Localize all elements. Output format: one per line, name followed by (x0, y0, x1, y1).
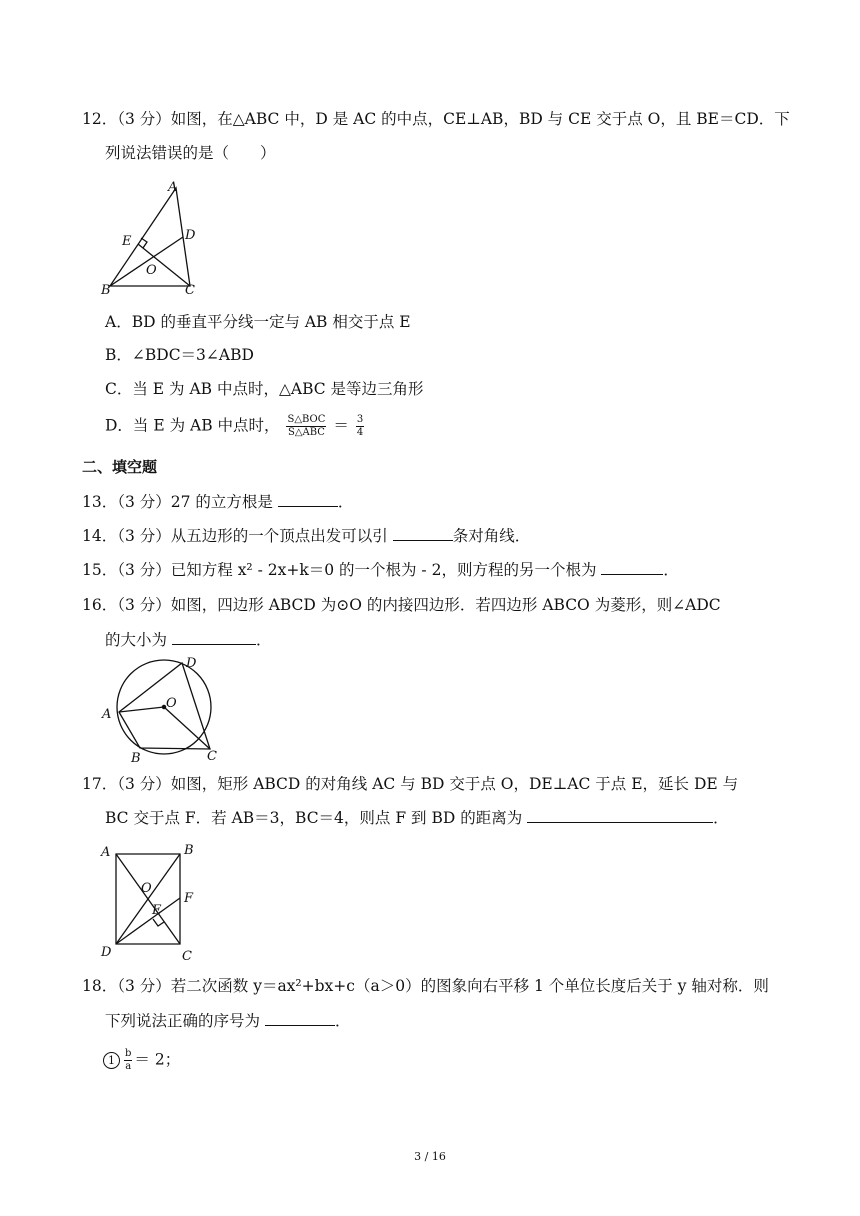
q12-label-B: B (101, 283, 111, 298)
q14-end: 条对角线． (452, 527, 531, 545)
section-heading-fill-in: 二、填空题 (82, 458, 158, 476)
q12-option-d-val-num: 3 (356, 414, 364, 425)
q18-item-1-fraction (124, 1048, 132, 1073)
q15 (82, 559, 679, 581)
q13 (82, 491, 353, 513)
q17-answer-blank[interactable] (527, 807, 713, 823)
q18-stem-line1: 18．（3 分）若二次函数 y＝ax²+bx+c（a＞0）的图象向右平移 1 个单位长度后关于 y 轴对称．则 (82, 977, 769, 995)
q17-stem-line1: 17．（3 分）如图，矩形 ABCD 的对角线 AC 与 BD 交于点 O，DE⊥AC 于点 E，延长 DE 与 (82, 775, 739, 793)
q15-end: ． (663, 561, 679, 579)
q13-answer-blank[interactable] (278, 491, 338, 507)
q12-option-d-val-den: 4 (356, 427, 364, 438)
q18-item-1-den: a (125, 1061, 132, 1072)
q12-label-D: D (185, 228, 196, 243)
q16-label-B: B (131, 751, 141, 766)
page-number: 3 / 16 (414, 1150, 446, 1163)
q12-label-A: A (168, 180, 178, 195)
q12-option-d (105, 414, 366, 439)
q12-stem-line1: 12．（3 分）如图，在△ABC 中，D 是 AC 的中点，CE⊥AB，BD 与 CE 交于点 O，且 BE＝CD．下 (82, 110, 790, 128)
q16-label-A: A (102, 707, 112, 722)
q18-item-1-num: b (125, 1048, 132, 1059)
q14 (82, 525, 530, 547)
q16-stem-line2 (105, 629, 271, 651)
q17-text: BC 交于点 F．若 AB＝3，BC＝4，则点 F 到 BD 的距离为 (105, 809, 528, 827)
q16-end: ． (255, 631, 272, 649)
q18-stem-line2 (105, 1010, 350, 1032)
q12-label-E: E (122, 234, 132, 249)
q12-option-a: A．BD 的垂直平分线一定与 AB 相交于点 E (105, 313, 411, 331)
q15-answer-blank[interactable] (601, 559, 663, 575)
q16-label-C: C (207, 749, 217, 764)
q17-label-B: B (184, 843, 194, 858)
q12-option-d-value (356, 414, 364, 439)
q16-label-O: O (166, 696, 177, 711)
q14-answer-blank[interactable] (393, 525, 453, 541)
q12-option-d-area-ratio (286, 414, 326, 439)
q18-item-1-marker: 1 (103, 1052, 120, 1069)
q12-label-O: O (146, 263, 157, 278)
q17-label-F: F (184, 891, 194, 906)
q12-stem-line2: 列说法错误的是（ ） (105, 144, 276, 162)
q12-triangle-figure (98, 176, 208, 298)
q16-circle-figure (98, 654, 218, 766)
q13-end: ． (337, 493, 354, 511)
q18-end: ． (334, 1012, 351, 1030)
q17-rectangle-figure (98, 842, 210, 966)
q18-text: 下列说法正确的序号为 (105, 1012, 265, 1030)
q17-stem-line2 (105, 807, 729, 829)
q12-option-d-eq: ＝ (333, 416, 349, 435)
q17-label-A: A (101, 845, 111, 860)
q13-text: 13．（3 分）27 的立方根是 (82, 493, 278, 511)
q12-option-d-num: S△BOC (287, 414, 326, 425)
q16-answer-blank[interactable] (172, 629, 256, 645)
q16-stem-line1: 16．（3 分）如图，四边形 ABCD 为⊙O 的内接四边形．若四边形 ABCO 为菱形，则∠ADC (82, 596, 721, 614)
q17-label-E: E (152, 903, 162, 918)
q12-option-b: B．∠BDC＝3∠ABD (105, 346, 254, 364)
q16-text: 的大小为 (105, 631, 172, 649)
q17-label-D: D (101, 945, 112, 960)
q17-label-O: O (141, 881, 152, 896)
q18-item-1-rest: ＝ 2； (134, 1050, 181, 1069)
q12-label-C: C (185, 283, 195, 298)
q17-end: ． (713, 809, 729, 827)
q12-option-c: C．当 E 为 AB 中点时，△ABC 是等边三角形 (105, 380, 424, 398)
q12-option-d-prefix: D．当 E 为 AB 中点时， (105, 416, 280, 435)
q17-label-C: C (182, 949, 192, 964)
q14-text: 14．（3 分）从五边形的一个顶点出发可以引 (82, 527, 393, 545)
q16-label-D: D (186, 656, 197, 671)
q15-text: 15．（3 分）已知方程 x² ‑ 2x+k＝0 的一个根为 ‑ 2，则方程的另一个根为 (82, 561, 602, 579)
q18-answer-blank[interactable] (265, 1010, 335, 1026)
q12-option-d-den: S△ABC (287, 427, 325, 438)
q18-item-1 (103, 1048, 180, 1073)
